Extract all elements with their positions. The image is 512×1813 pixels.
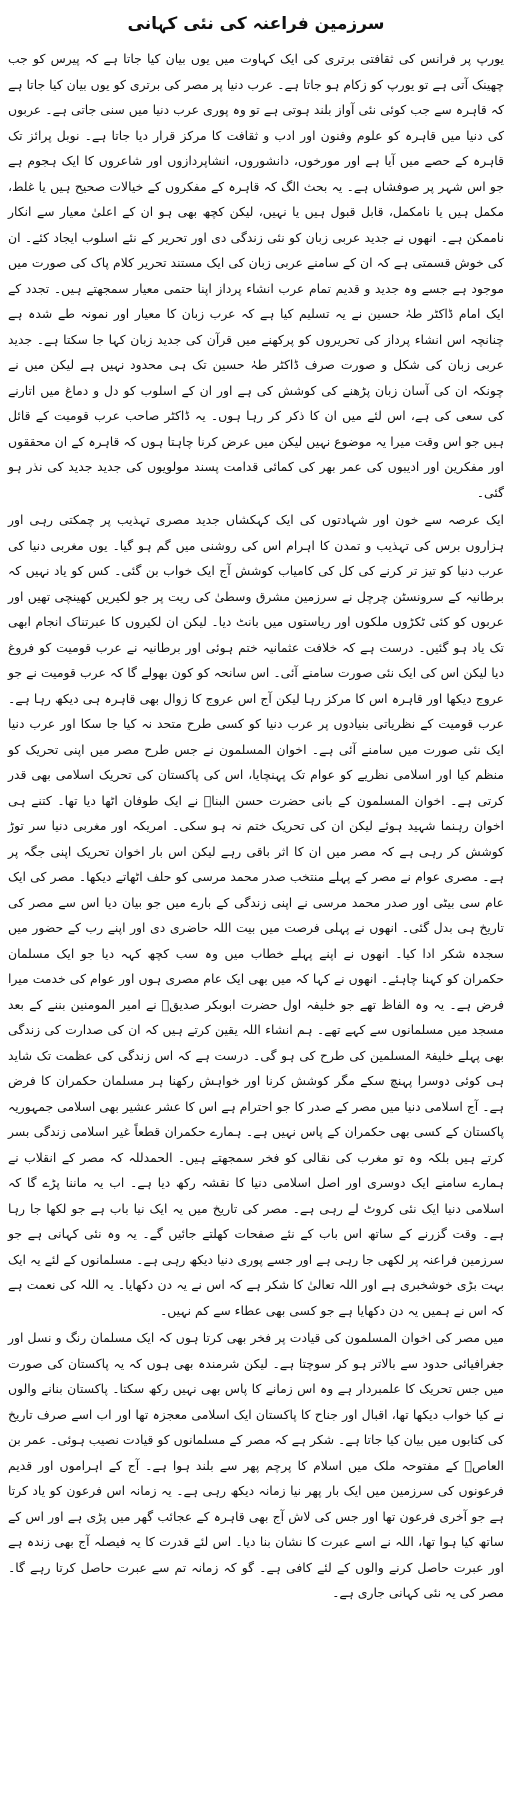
- article-body: [8, 46, 504, 1606]
- article-title: سرزمین فراعنہ کی نئی کہانی: [127, 14, 385, 34]
- article-paragraph-2: ایک عرصہ سے خون اور شہادتوں کی ایک کہکشاں جدید مصری تہذیب پر چمکتی رہی اور ہزاروں برس کی تہذیب و تمدن کا اہرام اس کی روشنی میں گم ہو گیا۔ یوں مغربی دنیا کی عرب دنیا کو تیز تر کرنے کی کل کی کامیاب کوشش آج ایک خواب بن گئی۔ کس کو یاد نہیں کہ برطانیہ کے سرونسٹن چرچل نے سرزمین مشرق وسطیٰ کی ریت پر جو لکیریں کھینچی تھیں اور عربوں کو کئی ٹکڑوں ملکوں اور ریاستوں میں بانٹ دیا۔ لیکن ان لکیروں کا عبرتناک انجام ابھی تک یاد ہو گئیں۔ درست ہے کہ خلافت عثمانیہ ختم ہوئی اور برطانیہ نے عرب قومیت کو فروغ دیا لیکن اس کی ایک نئی صورت سامنے آئی۔ اس سانحہ کو کون بھولے گا کہ عرب قومیت نے جو عروج دیکھا اور قاہرہ اس کا مرکز رہا لیکن آج اس عروج کا زوال بھی قاہرہ ہی دیکھ رہا ہے۔ عرب قومیت کے نظریاتی بنیادوں پر عرب دنیا کو کسی طرح متحد نہ کیا جا سکا اور عرب دنیا ایک نئی صورت میں سامنے آئی ہے۔ اخوان المسلمون نے جس طرح مصر میں اپنی تحریک کو منظم کیا اور اسلامی نظریے کو عوام تک پہنچایا، اس کی پاکستان کی تحریک اسلامی بھی قدر کرتی ہے۔ اخوان المسلمون کے بانی حضرت حسن البناؒ نے ایک طوفان اٹھا دیا تھا۔ کتنے ہی اخوان رہنما شہید ہوئے لیکن ان کی تحریک ختم نہ ہو سکی۔ امریکہ اور مغربی دنیا سر توڑ کوشش کر رہی ہے کہ مصر میں ان کا اثر باقی رہے لیکن اس بار اخوان تحریک اپنی جگہ پر ہے۔ مصری عوام نے مصر کے پہلے منتخب صدر محمد مرسی کو حلف اٹھاتے دیکھا۔ مصر کی ایک عام سی بیٹی اور صدر محمد مرسی نے اپنی زندگی کے بارے میں جو بیان دیا اس سے مصر کی تاریخ ہی بدل گئی۔ انھوں نے پہلی فرصت میں بیت اللہ حاضری دی اور اپنے رب کے حضور میں سجدہ شکر ادا کیا۔ انھوں نے اپنے پہلے خطاب میں وہ سب کچھ کہہ دیا جو ایک مسلمان حکمران کو کہنا چاہئے۔ انھوں نے کہا کہ میں بھی ایک عام مصری ہوں اور عوام کی خدمت میرا فرض ہے۔ یہ وہ الفاظ تھے جو خلیفہ اول حضرت ابوبکر صدیقؓ نے امیر المومنین بننے کے بعد مسجد میں مسلمانوں سے کہے تھے۔ ہم انشاء اللہ یقین کرتے ہیں کہ ان کی صدارت کی زندگی بھی پہلے خلیفۃ المسلمین کی طرح کی ہو گی۔ درست ہے کہ اس زندگی کی عظمت تک شاید ہی کوئی دوسرا پہنچ سکے مگر کوشش کرنا اور خواہش رکھنا ہر مسلمان حکمران کا فرض ہے۔ آج اسلامی دنیا میں مصر کے صدر کا جو احترام ہے اس کا عشر عشیر بھی اسلامی جمہوریہ پاکستان کے کسی بھی حکمران کے پاس نہیں ہے۔ ہمارے حکمران قطعاً غیر اسلامی زندگی بسر کرتے ہیں بلکہ وہ تو مغرب کی نقالی کو فخر سمجھتے ہیں۔ الحمدللہ کہ مصر کے انقلاب نے ہمارے سامنے ایک دوسری اور اصل اسلامی دنیا کا نقشہ رکھ دیا ہے۔ اب یہ ماننا پڑے گا کہ اسلامی دنیا ایک نئی کروٹ لے رہی ہے۔ مصر کی تاریخ میں یہ ایک نیا باب ہے جو لکھا جا رہا ہے۔ وقت گزرنے کے ساتھ اس باب کے نئے صفحات کھلتے جائیں گے۔ یہ وہ نئی کہانی ہے جو سرزمین فراعنہ پر لکھی جا رہی ہے اور جسے پوری دنیا دیکھ رہی ہے۔ مسلمانوں کے لئے یہ ایک بہت بڑی خوشخبری ہے اور اللہ تعالیٰ کا شکر ہے کہ اس نے یہ دن دکھایا۔ یہ اللہ کی نعمت ہے کہ اس نے ہمیں یہ دن دکھایا ہے جو کسی بھی عطاء سے کم نہیں۔: [8, 512, 504, 1318]
- article-paragraph-3: میں مصر کی اخوان المسلمون کی قیادت پر فخر بھی کرتا ہوں کہ ایک مسلمان رنگ و نسل اور جغرافیائی حدود سے بالاتر ہو کر سوچتا ہے۔ لیکن شرمندہ بھی ہوں کہ یہ پاکستان کی صورت میں جس تحریک کا علمبردار ہے وہ اس زمانے کا پاس بھی نہیں رکھ سکتا۔ پاکستان بنانے والوں نے کیا خواب دیکھا تھا، اقبال اور جناح کا پاکستان ایک اسلامی معجزہ تھا اور اب اسے صرف تاریخ کی کتابوں میں بیان کیا جاتا ہے۔ شکر ہے کہ مصر کے مسلمانوں کو قیادت نصیب ہوئی۔ عمر بن العاصؓ کے مفتوحہ ملک میں اسلام کا پرچم پھر سے بلند ہوا ہے۔ آج کے اہراموں اور قدیم فرعونوں کی سرزمین میں ایک بار پھر نیا زمانہ دیکھ رہی ہے۔ یہ زمانہ اس فرعون کو یاد کرتا ہے جو آخری فرعون تھا اور جس کی لاش آج بھی قاہرہ کے عجائب گھر میں پڑی ہے اور اس کے ساتھ کیا ہوا تھا، اللہ نے اسے عبرت کا نشان بنا دیا۔ اس لئے قدرت کا یہ فیصلہ آج بھی زندہ ہے اور عبرت حاصل کرنے والوں کے لئے کافی ہے۔ گو کہ زمانہ تم سے عبرت حاصل کرتا رہے گا۔ مصر کی یہ نئی کہانی جاری ہے۔: [8, 1330, 504, 1600]
- article-paragraph-1: یورپ پر فرانس کی ثقافتی برتری کی ایک کہاوت میں یوں بیان کیا جاتا ہے کہ پیرس کو جب چھینک آتی ہے تو یورپ کو زکام ہو جاتا ہے۔ عرب دنیا پر مصر کی برتری کو یوں بیان کیا جاتا ہے کہ قاہرہ سے جب کوئی نئی آواز بلند ہوتی ہے تو وہ پوری عرب دنیا میں سنی جاتی ہے۔ عربوں کی دنیا میں قاہرہ کو علوم وفنون اور ادب و ثقافت کا مرکز قرار دیا جاتا ہے۔ نوبل پرائز تک قاہرہ کے حصے میں آیا ہے اور مورخوں، دانشوروں، انشاپردازوں اور شاعروں کا ایک ہجوم ہے جو اس شہر پر صوفشاں ہے۔ یہ بحث الگ کہ قاہرہ کے مفکروں کے خیالات صحیح ہیں یا غلط، مکمل ہیں یا نامکمل، قابل قبول ہیں یا نہیں، لیکن کچھ بھی ہو ان کے اعلیٰ معیار سے انکار ناممکن ہے۔ انھوں نے جدید عربی زبان کو نئی زندگی دی اور تحریر کے نئے اسلوب ایجاد کئے۔ ان کی خوش قسمتی ہے کہ ان کے سامنے عربی زبان کی ایک مستند تحریر کلام پاک کی صورت میں موجود ہے جسے وہ جدید و قدیم تمام عرب انشاء پرداز اپنا حتمی معیار سمجھتے ہیں۔ تجدد کے ایک امام ڈاکٹر طہٰ حسین نے یہ تسلیم کیا ہے کہ عرب زبان کا معیار اور نمونہ طے شدہ ہے چنانچہ اس انشاء پرداز کی تحریروں کو پرکھنے میں قرآن کی جدید زبان کہا جا سکتا ہے۔ جدید عربی زبان کی شکل و صورت صرف ڈاکٹر طہٰ حسین تک ہی محدود نہیں ہے لیکن میں نے چونکہ ان کی آسان زبان پڑھنے کی کوشش کی ہے اور ان کے اسلوب کو دل و دماغ میں اتارنے کی سعی کی ہے، اس لئے میں ان کا ذکر کر رہا ہوں۔ یہ ڈاکٹر صاحب عرب قومیت کے قائل ہیں جو اس وقت میرا یہ موضوع نہیں لیکن میں عرض کرنا چاہتا ہوں کہ قاہرہ کے ان محققوں اور مفکرین اور ادیبوں کی عمر بھر کی کمائی قدامت پسند مولویوں کی جدید جدید کی نذر ہو گئی۔: [8, 51, 504, 500]
